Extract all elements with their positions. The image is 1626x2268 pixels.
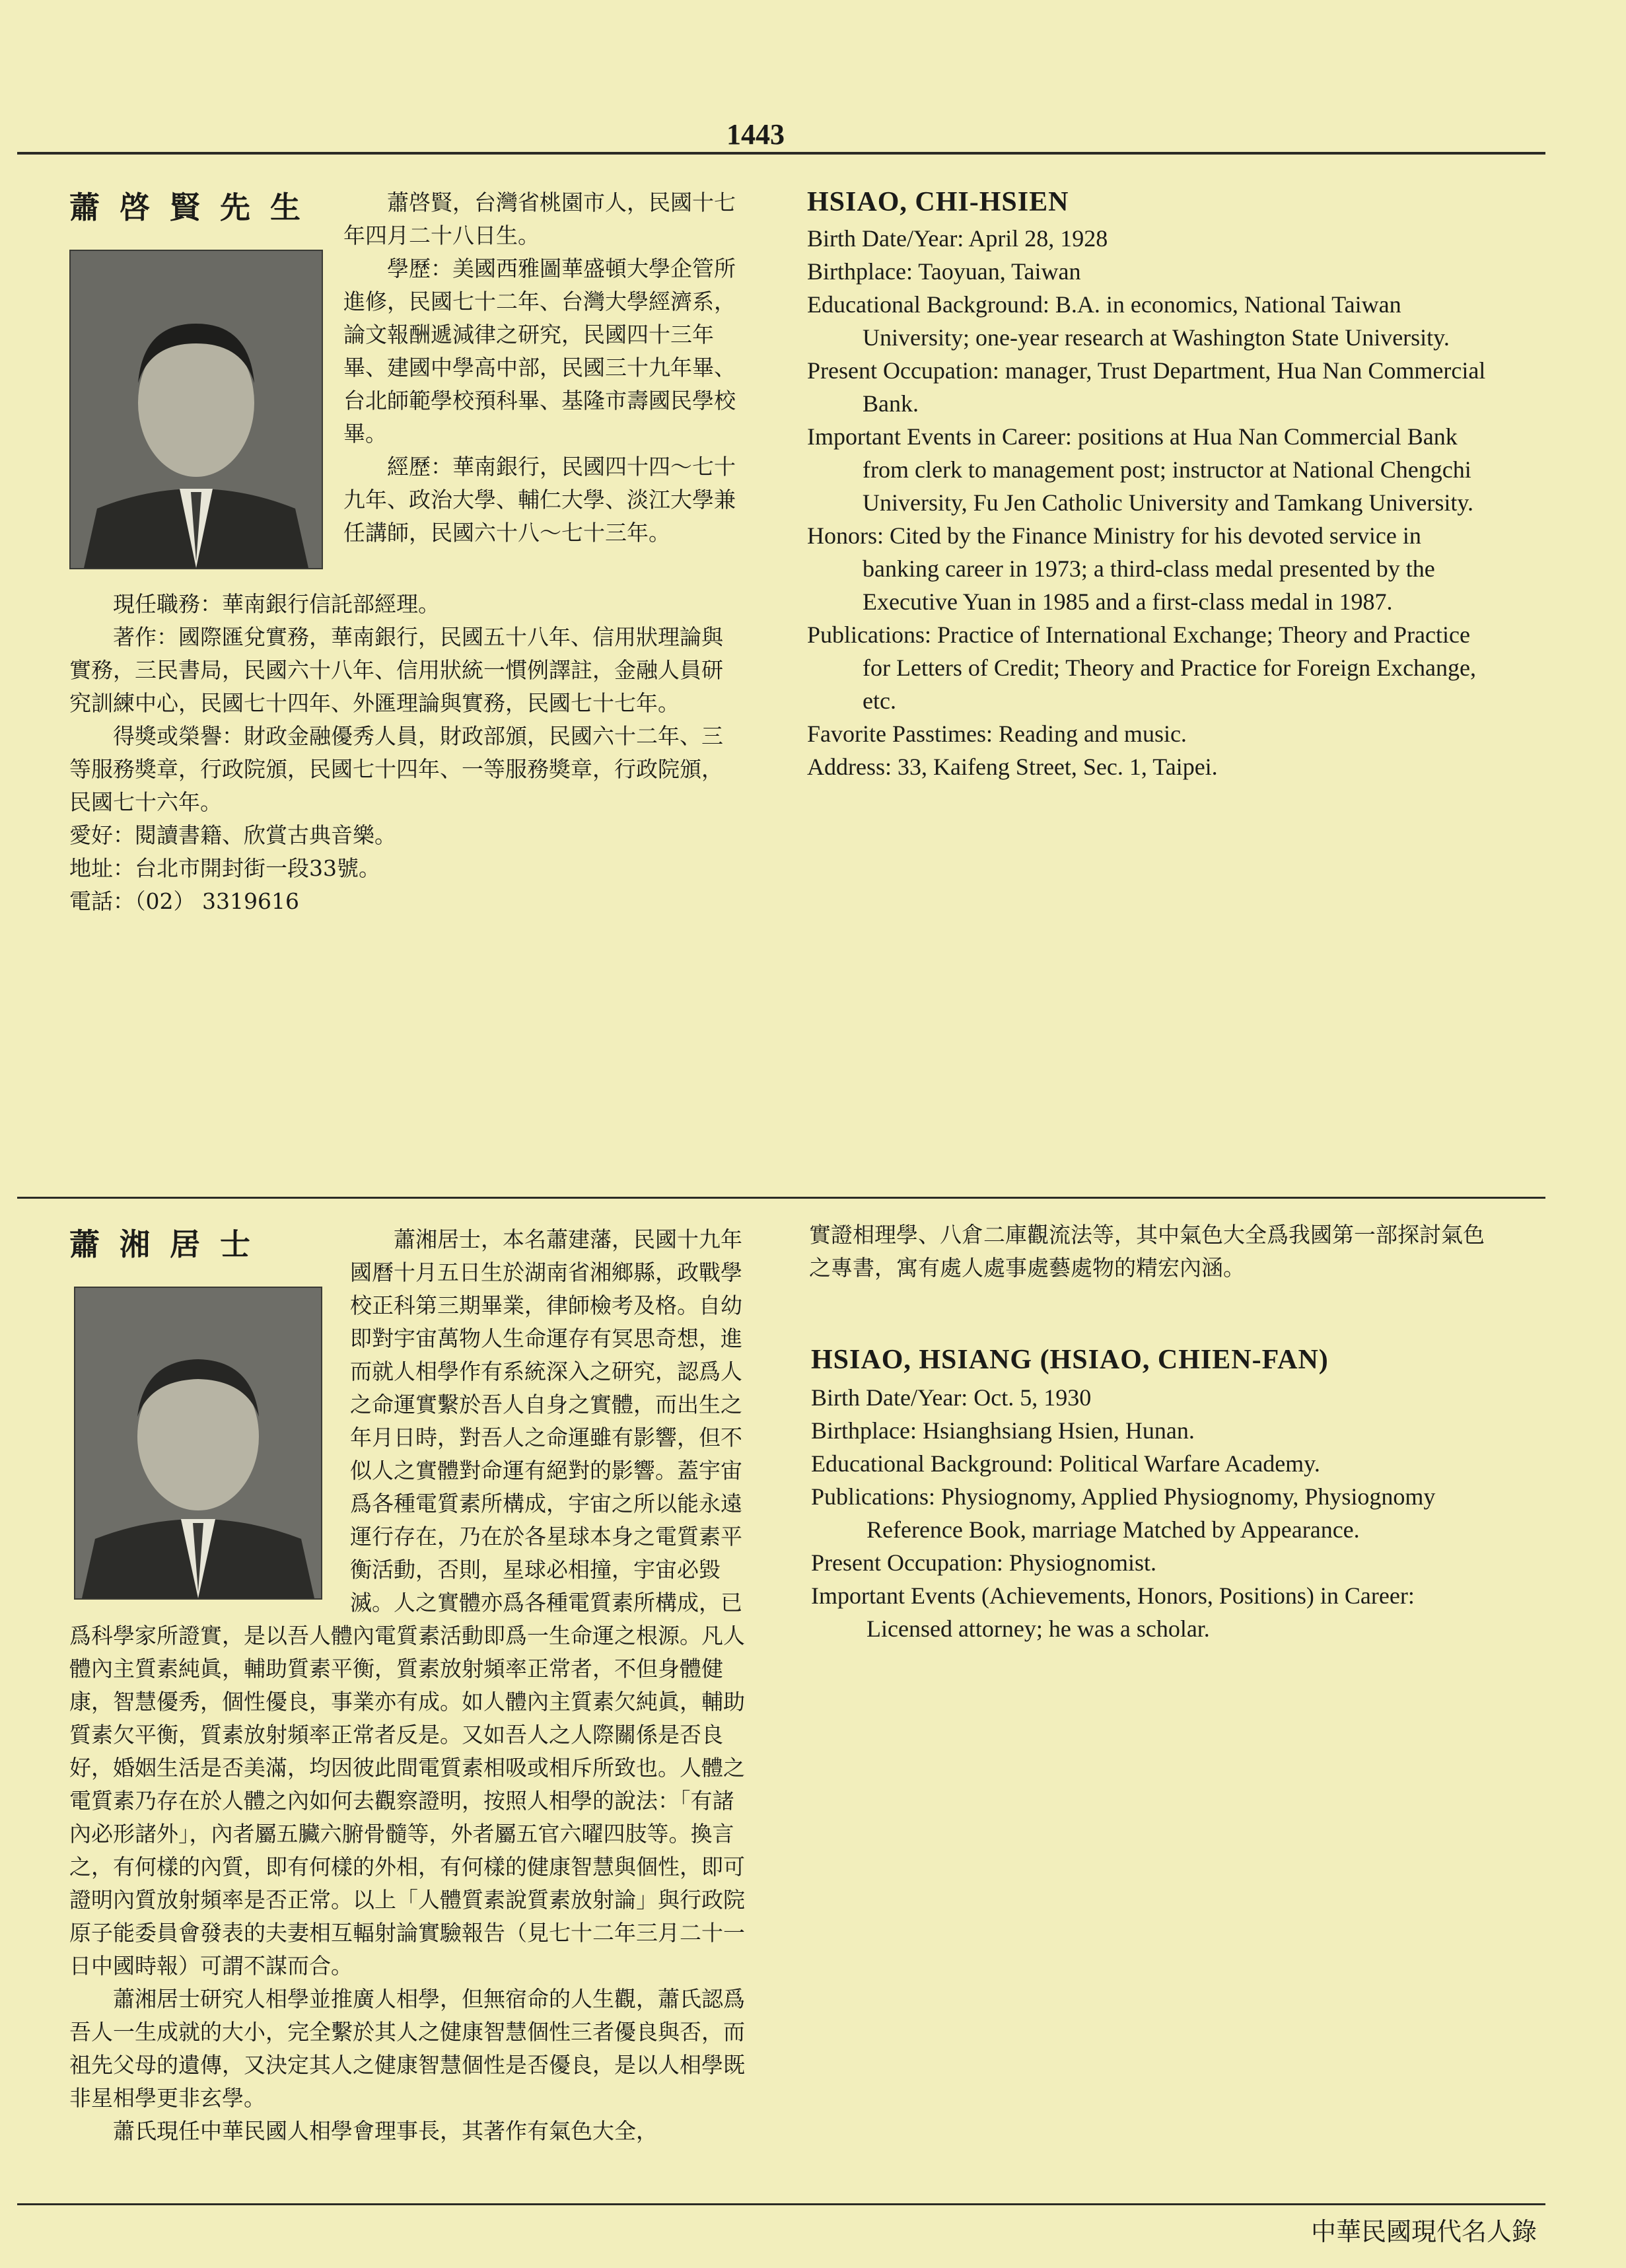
header-rule	[17, 152, 1545, 155]
entry2-en-birthdate: Birth Date/Year: Oct. 5, 1930	[811, 1384, 1092, 1411]
entry1-en-publications: Publications: Practice of International Exchange; Theory and Practice for Letters of Credit; Theory and Practice for Foreign Exchange, etc.	[807, 621, 1477, 714]
entry2-en-education: Educational Background: Political Warfare Academy.	[811, 1450, 1320, 1477]
entry1-english-name: HSIAO, CHI-HSIEN	[807, 187, 1069, 217]
entry2-en-occupation: Present Occupation: Physiognomist.	[811, 1549, 1156, 1576]
entry2-en-publications: Publications: Physiognomy, Applied Physiognomy, Physiognomy Reference Book, marriage Matched by Appearance.	[811, 1483, 1436, 1543]
page-number: 1443	[726, 118, 785, 151]
entry2-chinese-name: 蕭湘居士	[69, 1226, 270, 1262]
section-divider	[17, 1197, 1545, 1199]
entry2-english-name: HSIAO, HSIANG (HSIAO, CHIEN-FAN)	[811, 1345, 1329, 1375]
entry1-en-pastimes: Favorite Passtimes: Reading and music.	[807, 721, 1187, 747]
entry1-zh-education: 學歷：美國西雅圖華盛頓大學企管所進修，民國七十二年、台灣大學經濟系，論文報酬遞減律之研究，民國四十三年畢、建國中學高中部，民國三十九年畢、台北師範學校預科畢、基隆市壽國民學校畢。	[343, 256, 736, 446]
entry1-chinese-bio-upper	[343, 186, 743, 549]
entry2-chinese-bio	[69, 1223, 746, 2148]
book-title-footer: 中華民國現代名人錄	[1310, 2217, 1537, 2246]
entry1-zh-honors: 得獎或榮譽：財政金融優秀人員，財政部頒，民國六十二年、三等服務獎章，行政院頒，民國七十四年、一等服務獎章，行政院頒，民國七十六年。	[69, 723, 723, 815]
entry1-zh-experience: 經歷：華南銀行，民國四十四～七十九年、政治大學、輔仁大學、淡江大學兼任講師，民國六十八～七十三年。	[343, 454, 736, 546]
entry2-en-career-note: Licensed attorney; he was a scholar.	[866, 1615, 1210, 1642]
entry2-zh-continuation: 實證相理學、八倉二庫觀流法等，其中氣色大全爲我國第一部探討氣色之專書，寓有處人處事處藝處物的精宏內涵。	[809, 1222, 1485, 1281]
entry2-zh-bio: 蕭湘居士，本名蕭建藩，民國十九年國曆十月五日生於湖南省湘鄉縣，政戰學校正科第三期畢業，律師檢考及格。自幼即對宇宙萬物人生命運存有冥思奇想，進而就人相學作有系統深入之研究，認爲人之命運實繫於吾人自身之實體，而出生之年月日時，對吾人之命運雖有影響，但不似人之實體對命運有絕對的影響。蓋宇宙爲各種電質素所構成，宇宙之所以能永遠運行存在，乃在於各星球本身之電質素平衡活動，否則，星球必相撞，宇宙必毀滅。人之實體亦爲各種電質素所構成，已爲科學家所證實，是以吾人體內電質素活動即爲一生命運之根源。凡人體內主質素純眞，輔助質素平衡，質素放射頻率正常者，不但身體健康，智慧優秀，個性優良，事業亦有成。如人體內主質素欠純眞，輔助質素欠平衡，質素放射頻率正常者反是。又如吾人之人際關係是否良好，婚姻生活是否美滿，均因彼此間電質素相吸或相斥所致也。人體之電質素乃存在於人體之內如何去觀察證明，按照人相學的說法：「有諸內必形諸外」，內者屬五臟六腑骨髓等，外者屬五官六曜四肢等。換言之，有何樣的內質，即有何樣的外相，有何樣的健康智慧與個性，即可證明內質放射頻率是否正常。以上「人體質素說質素放射論」與行政院原子能委員會發表的夫妻相互輻射論實驗報告（見七十二年三月二十一日中國時報）可謂不謀而合。	[69, 1226, 745, 1979]
entry1-chinese-bio-lower	[69, 588, 743, 918]
entry1-en-education: Educational Background: B.A. in economics, National Taiwan University; one-year research at Washington State University.	[807, 291, 1450, 351]
entry1-zh-hobbies: 愛好：閱讀書籍、欣賞古典音樂。	[69, 822, 396, 848]
entry2-en-birthplace: Birthplace: Hsianghsiang Hsien, Hunan.	[811, 1417, 1195, 1444]
entry1-english-bio	[807, 186, 1491, 783]
entry1-chinese-name: 蕭啓賢先生	[69, 190, 320, 225]
entry2-photo-spacer	[69, 1223, 350, 1603]
entry2-zh-philosophy: 蕭湘居士研究人相學並推廣人相學，但無宿命的人生觀，蕭氏認爲吾人一生成就的大小，完全繫於其人之健康智慧個性三者優良與否，而祖先父母的遺傳，又決定其人之健康智慧個性是否優良，是以人相學既非星相學更非玄學。	[69, 1986, 745, 2111]
entry1-zh-position: 現任職務：華南銀行信託部經理。	[113, 591, 440, 617]
entry1-en-birthplace: Birthplace: Taoyuan, Taiwan	[807, 258, 1081, 285]
entry1-en-career: Important Events in Career: positions at Hua Nan Commercial Bank from clerk to management post; instructor at National Chengchi University, Fu Jen Catholic University and Tamkang University.	[807, 423, 1474, 516]
entry1-zh-phone: 電話：（02） 3319616	[69, 888, 299, 914]
entry1-portrait-photo	[69, 250, 323, 569]
entry1-zh-publications: 著作：國際匯兌實務，華南銀行，民國五十八年、信用狀理論與實務，三民書局，民國六十八年、信用狀統一慣例譯註，金融人員研究訓練中心，民國七十四年、外匯理論與實務，民國七十七年。	[69, 624, 723, 716]
entry1-en-honors: Honors: Cited by the Finance Ministry for his devoted service in banking career in 1973; a third-class medal presented by the Executive Yuan in 1985 and a first-class medal in 1987.	[807, 522, 1435, 615]
entry2-english-bio	[811, 1344, 1491, 1645]
entry1-en-birthdate: Birth Date/Year: April 28, 1928	[807, 225, 1108, 252]
portrait-icon	[71, 251, 322, 568]
footer-rule	[17, 2203, 1545, 2205]
entry1-zh-intro: 蕭啓賢，台灣省桃園市人，民國十七年四月二十八日生。	[343, 190, 736, 248]
entry2-zh-position: 蕭氏現任中華民國人相學會理事長，其著作有氣色大全，	[113, 2118, 658, 2144]
entry2-en-career: Important Events (Achievements, Honors, Positions) in Career:	[811, 1582, 1415, 1609]
entry1-zh-address: 地址：台北市開封街一段33號。	[69, 855, 380, 881]
entry1-en-occupation: Present Occupation: manager, Trust Department, Hua Nan Commercial Bank.	[807, 357, 1486, 417]
entry1-en-address: Address: 33, Kaifeng Street, Sec. 1, Taipei.	[807, 754, 1218, 780]
